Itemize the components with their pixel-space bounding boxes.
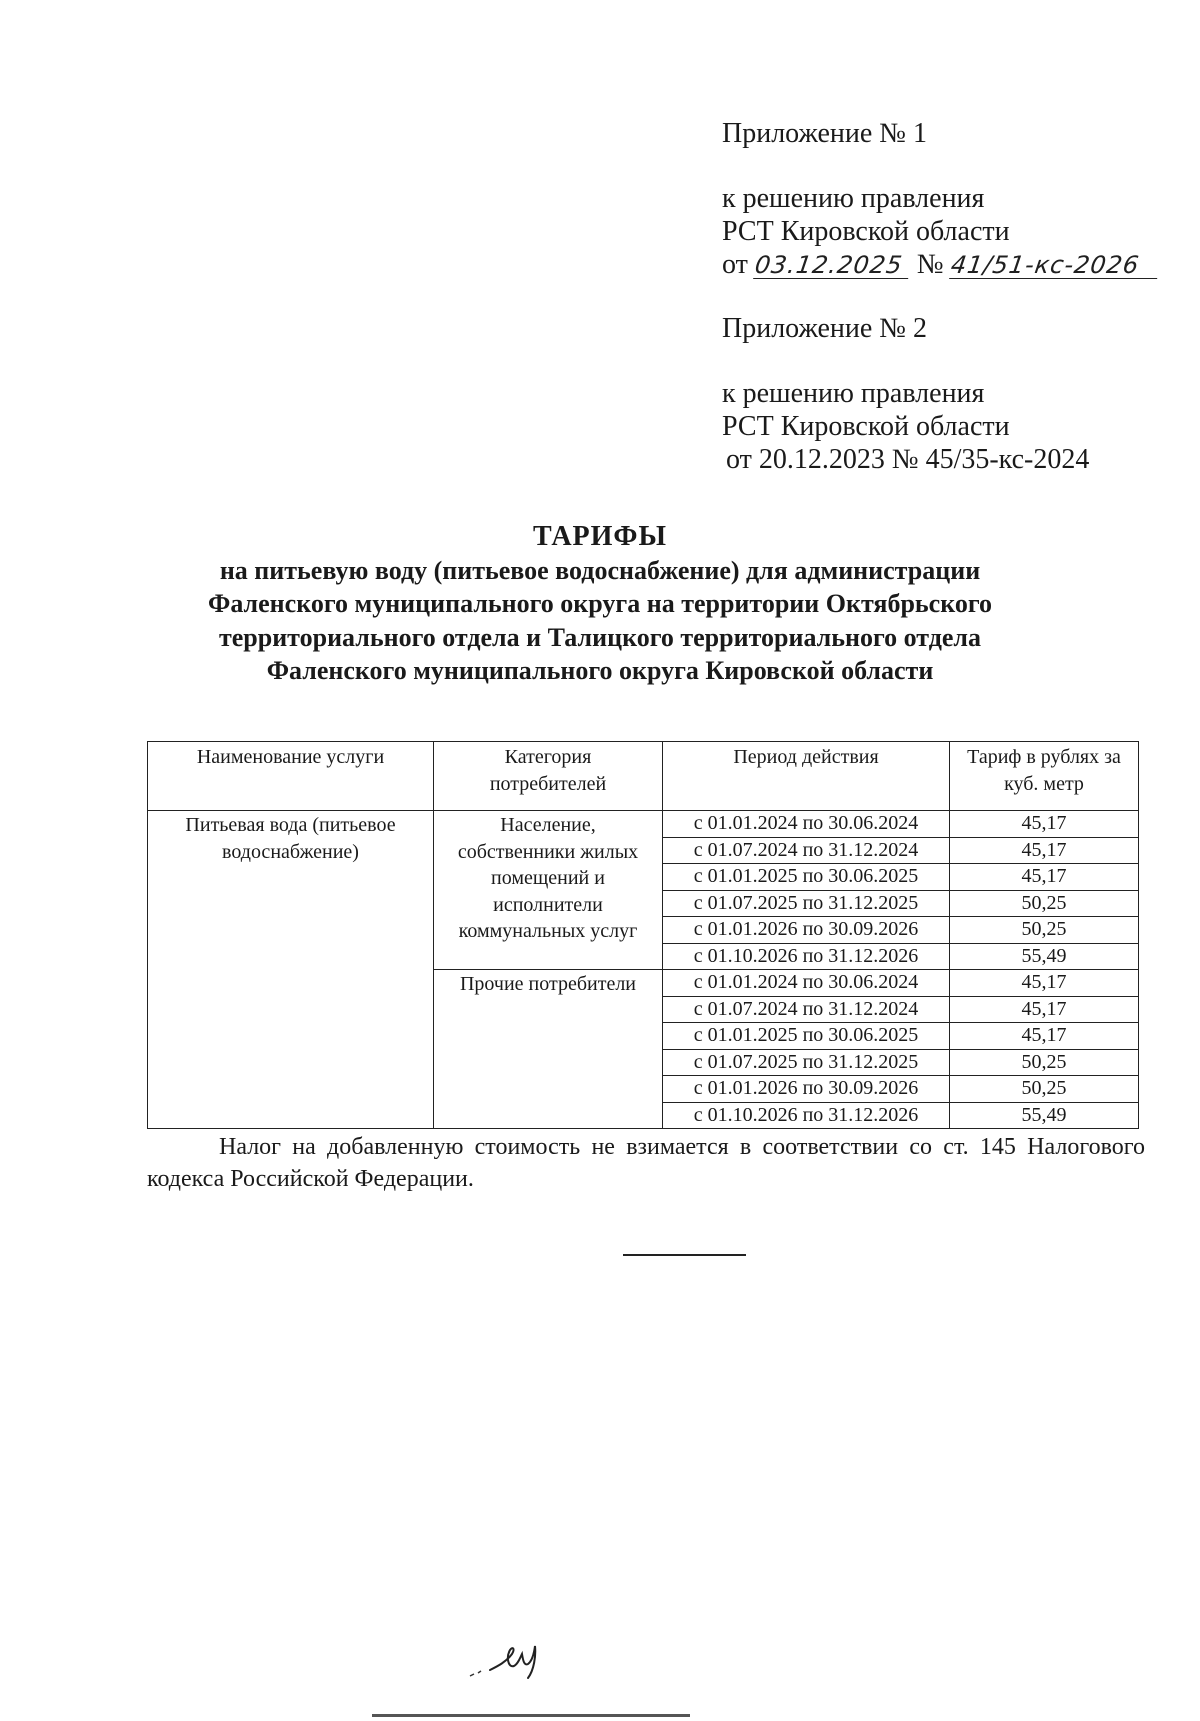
category-cell: Население, собственники жилых помещений и исполнители коммунальных услуг — [434, 811, 663, 970]
appendix-1-title: Приложение № 1 — [722, 118, 927, 149]
appendix-1-date-line — [722, 248, 1159, 281]
tariff-cell: 45,17 — [950, 837, 1139, 864]
header-service: Наименование услуги — [148, 742, 434, 811]
appendix-1-line1: к решению правления — [722, 183, 985, 214]
appendix-1-handwritten-date: 03.12.2025 — [753, 252, 912, 279]
period-cell: с 01.10.2026 по 31.12.2026 — [663, 943, 950, 970]
tariff-cell: 45,17 — [950, 996, 1139, 1023]
period-cell: с 01.01.2024 по 30.06.2024 — [663, 970, 950, 997]
appendix-2-title: Приложение № 2 — [722, 313, 927, 344]
period-cell: с 01.10.2026 по 31.12.2026 — [663, 1102, 950, 1129]
period-cell: с 01.07.2025 по 31.12.2025 — [663, 1049, 950, 1076]
appendix-1-decision-block — [722, 182, 1159, 281]
tariff-cell: 45,17 — [950, 970, 1139, 997]
header-tariff: Тариф в рублях за куб. метр — [950, 742, 1139, 811]
appendix-2-line2: РСТ Кировской области — [722, 411, 1010, 442]
tariff-cell: 55,49 — [950, 943, 1139, 970]
tariff-cell: 50,25 — [950, 917, 1139, 944]
scan-edge-mark — [372, 1714, 690, 1717]
period-cell: с 01.01.2025 по 30.06.2025 — [663, 864, 950, 891]
tariff-cell: 50,25 — [950, 890, 1139, 917]
period-cell: с 01.01.2024 по 30.06.2024 — [663, 811, 950, 838]
heading-title: ТАРИФЫ — [533, 521, 667, 552]
category-cell: Прочие потребители — [434, 970, 663, 1129]
service-cell: Питьевая вода (питьевое водоснабжение) — [148, 811, 434, 1129]
signature-mark — [468, 1640, 558, 1680]
appendix-2-decision-block — [722, 377, 1089, 476]
appendix-1-number-label: № — [916, 249, 944, 280]
tariff-cell: 45,17 — [950, 1023, 1139, 1050]
period-cell: с 01.01.2025 по 30.06.2025 — [663, 1023, 950, 1050]
table-header-row — [148, 742, 1139, 811]
appendix-2-line1: к решению правления — [722, 378, 985, 409]
header-period: Период действия — [663, 742, 950, 811]
period-cell: с 01.07.2024 по 31.12.2024 — [663, 837, 950, 864]
period-cell: с 01.01.2026 по 30.09.2026 — [663, 1076, 950, 1103]
appendix-1-handwritten-number: 41/51-кс-2026 — [949, 252, 1161, 279]
appendix-1-from-label: от — [722, 249, 748, 280]
closing-rule — [623, 1254, 746, 1256]
table-row — [148, 811, 1139, 838]
tariff-cell: 50,25 — [950, 1049, 1139, 1076]
tariff-cell: 50,25 — [950, 1076, 1139, 1103]
header-category: Категория потребителей — [434, 742, 663, 811]
appendix-1-line2: РСТ Кировской области — [722, 216, 1010, 247]
vat-note — [147, 1131, 1145, 1195]
heading-line: на питьевую воду (питьевое водоснабжение) для администрации — [219, 555, 981, 585]
tariff-cell: 55,49 — [950, 1102, 1139, 1129]
vat-note-text: Налог на добавленную стоимость не взимается в соответствии со ст. 145 Налогового кодекса Российской Федерации. — [147, 1134, 1145, 1192]
tariffs-table — [147, 741, 1139, 1129]
period-cell: с 01.01.2026 по 30.09.2026 — [663, 917, 950, 944]
appendix-2-line3: от 20.12.2023 № 45/35-кс-2024 — [726, 444, 1090, 475]
tariff-cell: 45,17 — [950, 864, 1139, 891]
appendix-1-block — [722, 117, 927, 150]
document-heading — [130, 520, 1070, 688]
heading-line: территориального отдела и Талицкого территориального отдела — [218, 622, 982, 652]
period-cell: с 01.07.2025 по 31.12.2025 — [663, 890, 950, 917]
heading-line: Фаленского муниципального округа Кировской области — [266, 656, 934, 685]
heading-line: Фаленского муниципального округа на территории Октябрьского — [207, 589, 992, 618]
appendix-2-block — [722, 312, 927, 345]
period-cell: с 01.07.2024 по 31.12.2024 — [663, 996, 950, 1023]
tariff-cell: 45,17 — [950, 811, 1139, 838]
